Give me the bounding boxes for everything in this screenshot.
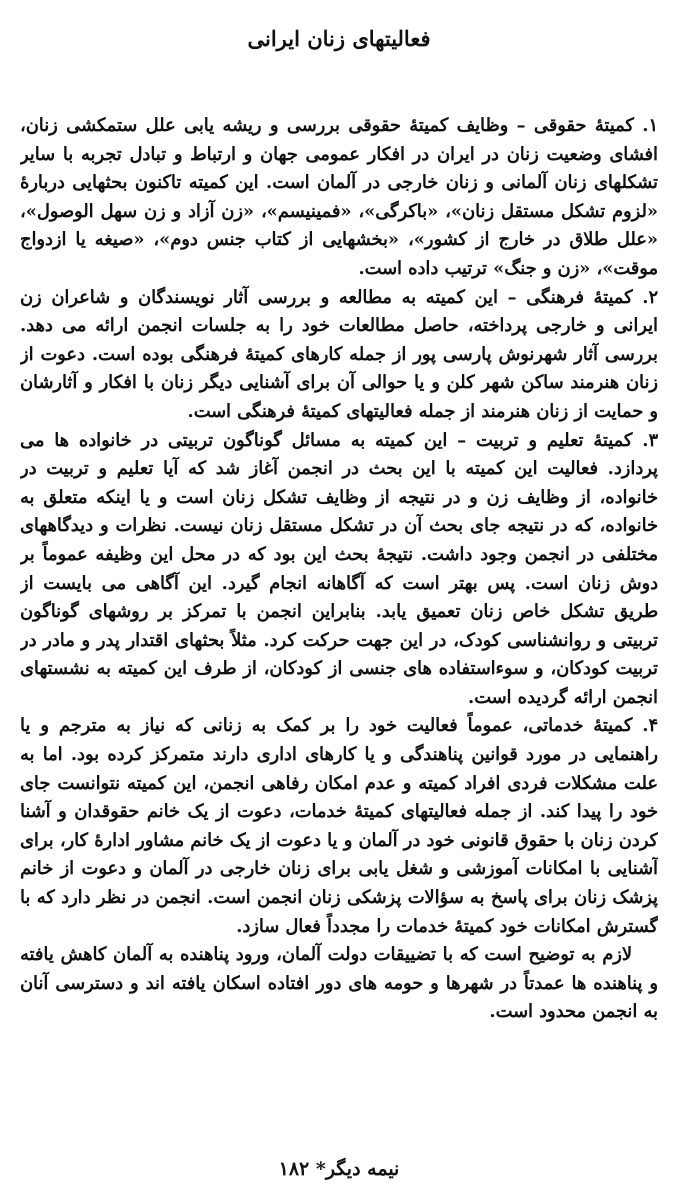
section-services-committee: ۴. کمیتهٔ خدماتی، عموماً فعالیت خود را بر کمک به زنانی که نیاز به مترجم و یا راهنمایی در مورد قوانین پناهندگی و یا کارهای اداری دارند متمرکز کرده بود. اما به علت مشکلات فردی افراد کمیته و عدم امکان رفاهی انجمن، این کمیته نتوانست جای خود را پیدا کند. از جمله فعالیتهای کمیتهٔ خدمات، دعوت از یک خانم حقوقدان و آشنا کردن زنان با حقوق قانونی خود در آلمان و یا دعوت از یک خانم مشاور ادارهٔ کار، برای آشنایی با امکانات آموزشی و شغل یابی برای زنان خارجی در آلمان و دعوت از خانم پزشک زنان برای پاسخ به سؤالات پزشکی زنان انجمن است. انجمن در نظر دارد که با گسترش امکانات خود کمیتهٔ خدمات را مجدداً فعال سازد.	[20, 715, 658, 937]
page-footer	[0, 1158, 678, 1181]
publication-name: نیمه دیگر	[325, 1158, 400, 1180]
page-title: فعالیتهای زنان ایرانی	[247, 26, 431, 51]
footer-separator: *	[315, 1158, 326, 1180]
section-education-committee: ۳. کمیتهٔ تعلیم و تربیت – این کمیته به مسائل گوناگون تربیتی در خانواده ها می پردازد. فعالیت این کمیته با این بحث در انجمن آغاز شد که آیا تعلیم و تربیت در خانواده، از وظایف زن و در نتیجه از وظایف تشکل زنان است و یا اینکه متعلق به خانواده، که در نتیجه جای بحث آن در تشکل مستقل زنان نیست. نظرات و دیدگاههای مختلفی در انجمن وجود داشت. نتیجهٔ بحث این بود که در محل این وظیفه عموماً بر دوش زنان است. پس بهتر است که آگاهانه انجام گیرد. این آگاهی می بایست از طریق تشکل خاص زنان تعمیق یابد. بنابراین انجمن با تمرکز بر روشهای گوناگون تربیتی و روانشناسی کودک، در این جهت حرکت کرد. مثلاً بحثهای اقتدار پدر و مادر در تربیت کودکان، و سوءاستفاده های جنسی از کودکان، از طرف این کمیته به نشستهای انجمن ارائه گردیده است.	[20, 429, 658, 708]
closing-note: لازم به توضیح است که با تضییقات دولت آلمان، ورود پناهنده به آلمان کاهش یافته و پناهنده ها عمدتاً در شهرها و حومه های دور افتاده اسکان یافته اند و دسترسی آنان به انجمن محدود است.	[20, 944, 658, 1023]
page-number: ۱۸۲	[278, 1158, 310, 1180]
article-body	[20, 112, 658, 1142]
section-legal-committee: ۱. کمیتهٔ حقوقی – وظایف کمیتهٔ حقوقی بررسی و ریشه یابی علل ستمکشی زنان، افشای وضعیت زنان در ایران در افکار عمومی جهان و ارتباط و تبادل تجربه با سایر تشکلهای زنان آلمانی و زنان خارجی در آلمان است. این کمیته تاکنون بحثهایی دربارهٔ «لزوم تشکل مستقل زنان»، «باکرگی»، «فمینیسم»، «زن آزاد و زن سهل الوصول»، «علل طلاق در خارج از کشور»، «بخشهایی از کتاب جنس دوم»، «صیغه یا ازدواج موقت»، «زن و جنگ» ترتیب داده است.	[20, 115, 658, 279]
section-cultural-committee: ۲. کمیتهٔ فرهنگی – این کمیته به مطالعه و بررسی آثار نویسندگان و شاعران زن ایرانی و خارجی پرداخته، حاصل مطالعات خود را به جلسات انجمن ارائه می دهد. بررسی آثار شهرنوش پارسی پور از جمله کارهای کمیتهٔ فرهنگی بوده است. دعوت از زنان هنرمند ساکن شهر کلن و یا حوالی آن برای آشنایی دیگر زنان با افکار و آثارشان و حمایت از زنان هنرمند از جمله فعالیتهای کمیتهٔ فرهنگی است.	[20, 286, 658, 422]
